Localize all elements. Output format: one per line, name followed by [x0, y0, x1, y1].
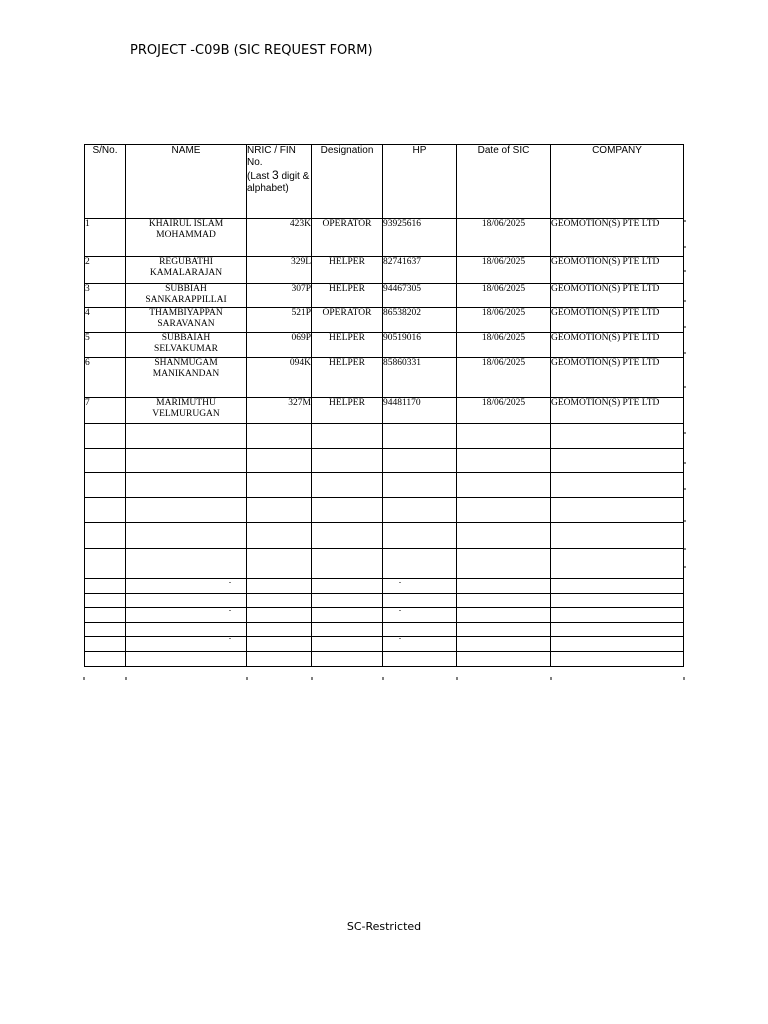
empty-cell	[457, 424, 551, 449]
empty-cell	[126, 523, 247, 549]
cell-comp: GEOMOTION(S) PTE LTD	[551, 219, 684, 257]
empty-cell	[247, 424, 312, 449]
header-sno: S/No.	[85, 145, 126, 219]
empty-cell	[312, 473, 383, 498]
cell-hp: 90519016	[383, 333, 457, 358]
cell-desig: HELPER	[312, 398, 383, 424]
empty-cell	[457, 579, 551, 594]
cell-name-line2: MOHAMMAD	[156, 230, 216, 240]
empty-cell	[85, 449, 126, 473]
header-date: Date of SIC	[457, 145, 551, 219]
empty-cell	[312, 549, 383, 579]
cell-name-line1: MARIMUTHU	[156, 398, 216, 408]
cell-name	[126, 358, 247, 398]
empty-cell	[383, 498, 457, 523]
empty-table-row	[85, 594, 684, 608]
header-nric-note-num: 3	[272, 168, 279, 182]
empty-cell	[383, 449, 457, 473]
empty-cell	[312, 424, 383, 449]
empty-cell	[126, 594, 247, 608]
cell-comp: GEOMOTION(S) PTE LTD	[551, 284, 684, 308]
cell-sno: 4	[85, 308, 126, 333]
cell-desig: HELPER	[312, 257, 383, 284]
header-nric-note-pre: (Last	[247, 171, 273, 182]
empty-cell	[312, 579, 383, 594]
empty-cell	[551, 424, 684, 449]
cell-date: 18/06/2025	[457, 398, 551, 424]
cell-name-line2: VELMURUGAN	[152, 409, 220, 419]
empty-cell	[312, 594, 383, 608]
empty-cell	[126, 652, 247, 667]
empty-cell	[383, 652, 457, 667]
cell-date: 18/06/2025	[457, 257, 551, 284]
empty-cell	[247, 652, 312, 667]
empty-cell	[383, 523, 457, 549]
empty-cell	[85, 579, 126, 594]
cell-name	[126, 257, 247, 284]
empty-cell	[383, 608, 457, 623]
empty-cell	[126, 549, 247, 579]
empty-cell	[457, 608, 551, 623]
cell-comp: GEOMOTION(S) PTE LTD	[551, 333, 684, 358]
empty-table-row	[85, 498, 684, 523]
cell-date: 18/06/2025	[457, 308, 551, 333]
empty-cell	[551, 523, 684, 549]
cell-name-line2: MANIKANDAN	[152, 369, 220, 379]
cell-hp: 82741637	[383, 257, 457, 284]
header-designation: Designation	[312, 145, 383, 219]
header-name: NAME	[126, 145, 247, 219]
empty-cell	[126, 424, 247, 449]
empty-cell	[85, 424, 126, 449]
empty-cell	[126, 637, 247, 652]
cell-sno: 6	[85, 358, 126, 398]
empty-cell	[457, 652, 551, 667]
header-nric-note-post: digit &	[278, 171, 310, 182]
cell-desig: HELPER	[312, 333, 383, 358]
cell-name-line1: REGUBATHI	[159, 257, 213, 267]
empty-cell	[551, 549, 684, 579]
table-row	[85, 257, 684, 284]
document-title: PROJECT -C09B (SIC REQUEST FORM)	[130, 43, 373, 58]
cell-name	[126, 308, 247, 333]
empty-cell	[312, 523, 383, 549]
empty-table-row	[85, 579, 684, 594]
empty-cell	[85, 523, 126, 549]
cell-nric: 423K	[247, 219, 312, 257]
header-nric	[247, 145, 312, 219]
empty-cell	[126, 608, 247, 623]
cell-hp: 85860331	[383, 358, 457, 398]
cell-nric: 327M	[247, 398, 312, 424]
empty-cell	[312, 449, 383, 473]
cell-desig: OPERATOR	[312, 219, 383, 257]
empty-cell	[551, 637, 684, 652]
cell-name	[126, 284, 247, 308]
cell-name-line2: SELVAKUMAR	[154, 344, 218, 354]
empty-table-row	[85, 549, 684, 579]
empty-cell	[457, 473, 551, 498]
empty-cell	[85, 473, 126, 498]
empty-cell	[126, 579, 247, 594]
empty-cell	[457, 623, 551, 637]
header-company: COMPANY	[551, 145, 684, 219]
cell-hp: 94481170	[383, 398, 457, 424]
empty-cell	[247, 637, 312, 652]
cell-nric: 094K	[247, 358, 312, 398]
empty-cell	[85, 623, 126, 637]
table-row	[85, 398, 684, 424]
empty-table-row	[85, 637, 684, 652]
empty-cell	[85, 637, 126, 652]
empty-cell	[551, 449, 684, 473]
cell-name-line1: SUBBIAH	[165, 284, 207, 294]
cell-comp: GEOMOTION(S) PTE LTD	[551, 358, 684, 398]
empty-cell	[457, 449, 551, 473]
empty-cell	[312, 637, 383, 652]
header-row	[85, 145, 684, 219]
cell-name-line1: KHAIRUL ISLAM	[148, 219, 224, 229]
empty-cell	[247, 523, 312, 549]
empty-table-row	[85, 652, 684, 667]
empty-cell	[312, 608, 383, 623]
cell-comp: GEOMOTION(S) PTE LTD	[551, 308, 684, 333]
table-row	[85, 308, 684, 333]
empty-cell	[457, 637, 551, 652]
header-nric-note	[247, 169, 311, 183]
header-nric-line2: No.	[247, 157, 263, 168]
footer-classification: SC-Restricted	[346, 920, 422, 933]
cell-nric: 521P	[247, 308, 312, 333]
empty-cell	[312, 652, 383, 667]
cell-sno: 5	[85, 333, 126, 358]
cell-date: 18/06/2025	[457, 358, 551, 398]
cell-desig: HELPER	[312, 358, 383, 398]
empty-cell	[247, 608, 312, 623]
empty-cell	[126, 623, 247, 637]
empty-cell	[85, 594, 126, 608]
cell-name	[126, 219, 247, 257]
cell-nric: 307P	[247, 284, 312, 308]
cell-date: 18/06/2025	[457, 284, 551, 308]
cell-date: 18/06/2025	[457, 219, 551, 257]
empty-cell	[247, 594, 312, 608]
cell-name-line2: SARAVANAN	[157, 319, 215, 329]
cell-nric: 329L	[247, 257, 312, 284]
empty-cell	[247, 473, 312, 498]
cell-sno: 1	[85, 219, 126, 257]
empty-cell	[247, 498, 312, 523]
empty-cell	[551, 498, 684, 523]
empty-cell	[85, 608, 126, 623]
empty-cell	[312, 623, 383, 637]
empty-cell	[126, 473, 247, 498]
empty-cell	[247, 449, 312, 473]
table-row	[85, 333, 684, 358]
empty-table-row	[85, 449, 684, 473]
empty-table-row	[85, 623, 684, 637]
cell-name-line2: KAMALARAJAN	[149, 268, 223, 278]
empty-table-row	[85, 424, 684, 449]
cell-comp: GEOMOTION(S) PTE LTD	[551, 257, 684, 284]
cell-hp: 94467305	[383, 284, 457, 308]
empty-table-row	[85, 608, 684, 623]
empty-cell	[383, 579, 457, 594]
empty-cell	[383, 594, 457, 608]
cell-name-line2: SANKARAPPILLAI	[145, 295, 227, 305]
cell-sno: 3	[85, 284, 126, 308]
empty-cell	[383, 473, 457, 498]
empty-table-row	[85, 523, 684, 549]
cell-name	[126, 333, 247, 358]
cell-desig: OPERATOR	[312, 308, 383, 333]
empty-cell	[383, 549, 457, 579]
empty-cell	[247, 623, 312, 637]
sic-request-table	[84, 144, 684, 667]
cell-desig: HELPER	[312, 284, 383, 308]
cell-hp: 86538202	[383, 308, 457, 333]
cell-date: 18/06/2025	[457, 333, 551, 358]
header-nric-note-line2: alphabet)	[247, 183, 289, 194]
empty-cell	[312, 498, 383, 523]
empty-cell	[383, 623, 457, 637]
empty-cell	[85, 652, 126, 667]
cell-comp: GEOMOTION(S) PTE LTD	[551, 398, 684, 424]
cell-name	[126, 398, 247, 424]
empty-cell	[383, 637, 457, 652]
empty-cell	[551, 579, 684, 594]
cell-name-line1: THAMBIYAPPAN	[149, 308, 223, 318]
empty-cell	[457, 523, 551, 549]
cell-name-line1: SUBBAIAH	[161, 333, 211, 343]
empty-cell	[126, 498, 247, 523]
empty-cell	[551, 594, 684, 608]
empty-cell	[126, 449, 247, 473]
empty-cell	[457, 594, 551, 608]
cell-name-line1: SHANMUGAM	[154, 358, 218, 368]
empty-cell	[457, 549, 551, 579]
cell-sno: 7	[85, 398, 126, 424]
header-hp: HP	[383, 145, 457, 219]
cell-hp: 93925616	[383, 219, 457, 257]
table-row	[85, 284, 684, 308]
empty-cell	[85, 498, 126, 523]
empty-table-row	[85, 473, 684, 498]
empty-cell	[383, 424, 457, 449]
table-row	[85, 358, 684, 398]
cell-nric: 069P	[247, 333, 312, 358]
header-nric-line1: NRIC / FIN	[247, 145, 296, 156]
empty-cell	[457, 498, 551, 523]
cell-sno: 2	[85, 257, 126, 284]
empty-cell	[247, 579, 312, 594]
empty-cell	[85, 549, 126, 579]
empty-cell	[551, 623, 684, 637]
empty-cell	[551, 608, 684, 623]
empty-cell	[247, 549, 312, 579]
empty-cell	[551, 473, 684, 498]
table-row	[85, 219, 684, 257]
empty-cell	[551, 652, 684, 667]
